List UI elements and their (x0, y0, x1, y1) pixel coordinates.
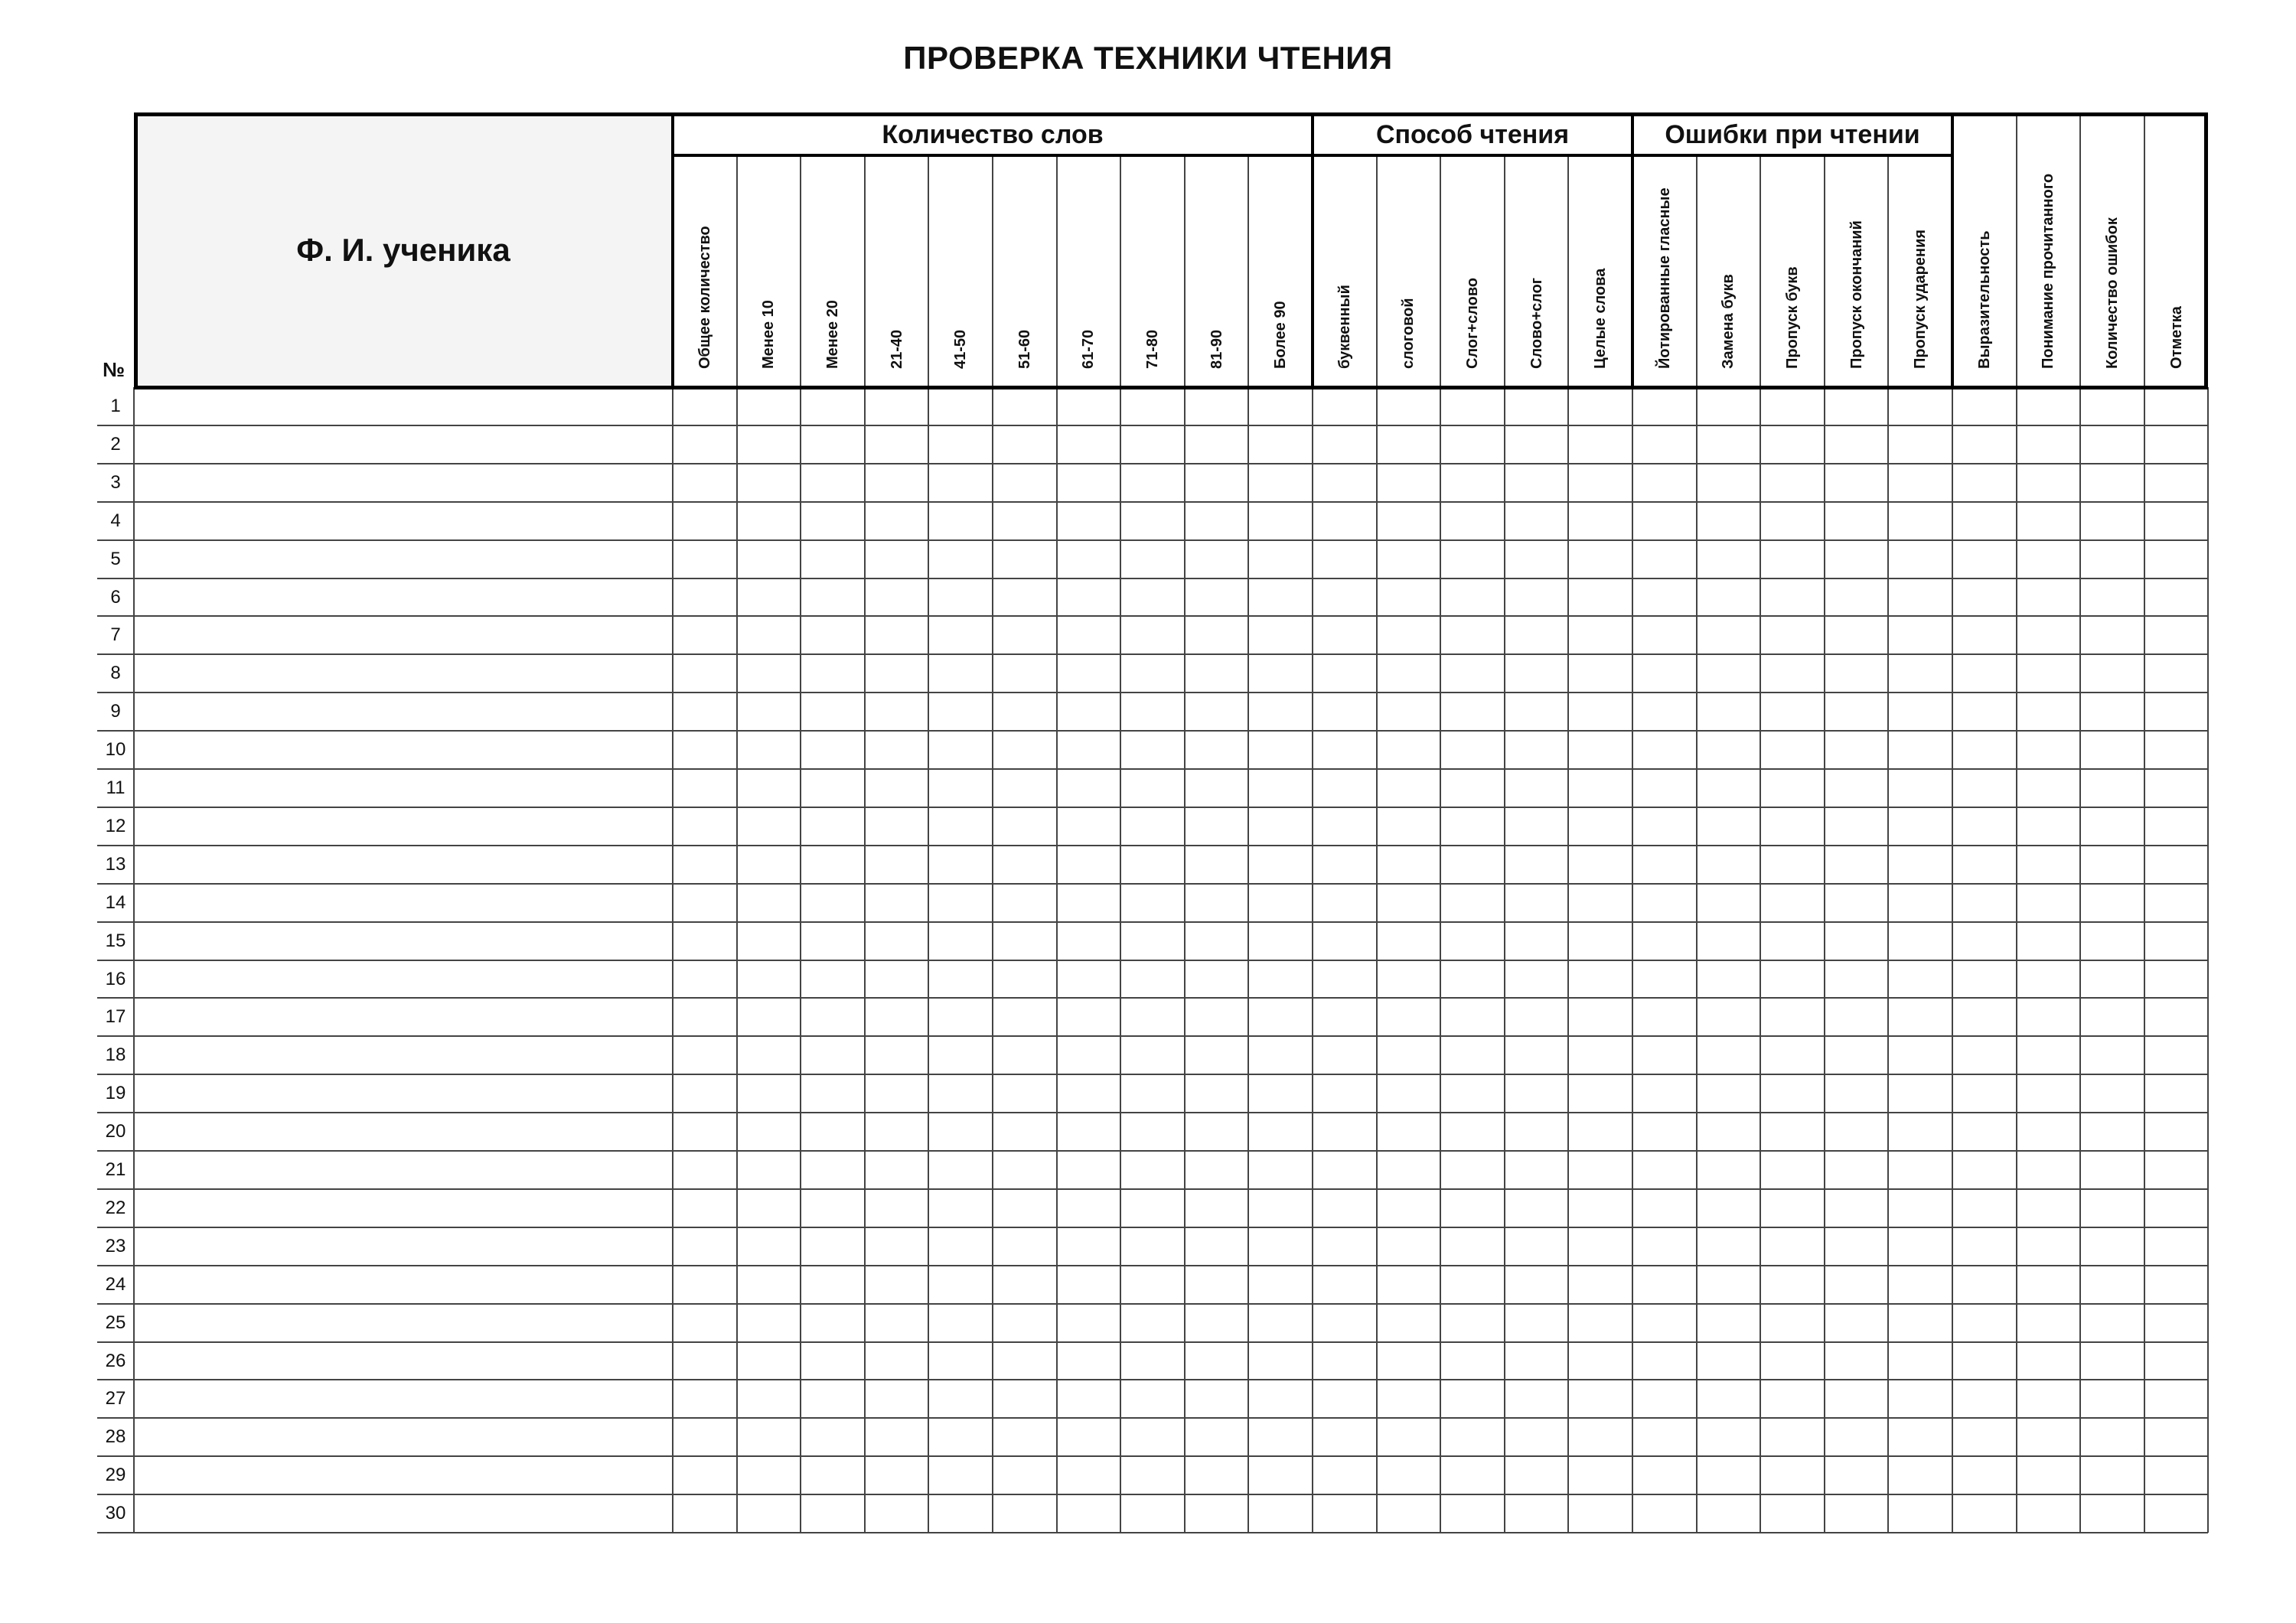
row-divider (97, 692, 2208, 693)
row-number: 18 (105, 1045, 126, 1066)
column-header-label: Менее 10 (760, 300, 778, 369)
row-number: 24 (105, 1273, 126, 1295)
column-header-label: Отметка (2167, 306, 2185, 369)
student-name-header: Ф. И. ученика (296, 232, 510, 268)
row-divider (97, 845, 2208, 846)
row-divider (97, 653, 2208, 655)
row-number: 19 (105, 1083, 126, 1104)
row-divider (97, 1417, 2208, 1419)
row-divider (97, 960, 2208, 961)
column-header-label: 51-60 (1016, 329, 1033, 369)
row-divider (97, 425, 2208, 426)
column-header-label: Пропуск окончаний (1848, 220, 1865, 369)
row-divider (97, 1227, 2208, 1228)
row-divider (97, 1265, 2208, 1266)
row-divider (97, 1379, 2208, 1380)
row-number: 4 (110, 510, 121, 531)
row-number: 23 (105, 1235, 126, 1256)
group-header-label: Способ чтения (1375, 120, 1570, 149)
row-divider (97, 1494, 2208, 1495)
column-divider (2079, 112, 2081, 155)
column-header-label: Количество ошибок (2104, 217, 2121, 369)
row-number: 22 (105, 1197, 126, 1218)
column-divider (2016, 112, 2017, 155)
row-divider (97, 1188, 2208, 1190)
row-divider (97, 1455, 2208, 1457)
row-divider (97, 1035, 2208, 1037)
row-divider (97, 1150, 2208, 1152)
row-number: 6 (110, 586, 121, 608)
column-header-label: Пропуск ударения (1912, 229, 1929, 369)
row-number: 25 (105, 1312, 126, 1333)
row-number: 29 (105, 1465, 126, 1486)
row-number: 17 (105, 1006, 126, 1028)
row-number: 15 (105, 930, 126, 951)
row-divider (97, 539, 2208, 541)
column-header-label: Слово+слог (1528, 277, 1545, 369)
column-header-label: Пропуск букв (1784, 266, 1801, 369)
row-divider (97, 501, 2208, 503)
row-number: 8 (110, 663, 121, 684)
row-number: 16 (105, 968, 126, 989)
column-header-label: буквенный (1336, 285, 1353, 369)
row-divider (97, 463, 2208, 464)
group-separator (1631, 112, 1634, 387)
column-header-label: Менее 20 (824, 300, 841, 369)
row-number: 2 (110, 433, 121, 455)
row-divider (97, 997, 2208, 999)
row-divider (97, 578, 2208, 579)
group-separator (1311, 112, 1314, 387)
row-number: 28 (105, 1426, 126, 1448)
row-number: 14 (105, 891, 126, 913)
row-divider (97, 807, 2208, 808)
row-divider (97, 1303, 2208, 1305)
number-header: № (103, 358, 125, 381)
row-divider (97, 1074, 2208, 1075)
row-number: 30 (105, 1503, 126, 1524)
row-number: 9 (110, 701, 121, 722)
row-number: 27 (105, 1388, 126, 1410)
row-divider (97, 1341, 2208, 1343)
row-number: 3 (110, 471, 121, 493)
column-header-label: Общее количество (696, 226, 713, 369)
row-divider (97, 1532, 2208, 1533)
group-header-label: Количество слов (882, 120, 1104, 149)
column-header-label: 71-80 (1144, 329, 1161, 369)
column-divider (2144, 112, 2145, 155)
group-header-label: Ошибки при чтении (1665, 120, 1920, 149)
column-header-label: 81-90 (1208, 329, 1225, 369)
column-header-label: Понимание прочитанного (2040, 173, 2057, 369)
group-separator (1951, 112, 1954, 387)
row-number: 1 (110, 396, 121, 416)
row-divider (97, 768, 2208, 770)
row-number: 7 (110, 624, 121, 646)
column-header-label: Выразительность (1975, 230, 1993, 369)
row-number: 20 (105, 1121, 126, 1142)
column-header-label: Более 90 (1272, 301, 1290, 369)
row-divider (97, 921, 2208, 923)
column-header-label: 61-70 (1080, 329, 1097, 369)
name-column-right-edge (672, 387, 673, 1533)
row-number: 26 (105, 1350, 126, 1371)
row-number: 5 (110, 548, 121, 569)
row-number: 21 (105, 1159, 126, 1180)
row-divider (97, 1112, 2208, 1113)
row-number: 13 (105, 853, 126, 875)
row-number: 10 (105, 739, 126, 761)
column-header-label: Замена букв (1720, 274, 1737, 369)
column-header-label: Йотированные гласные (1655, 187, 1673, 369)
column-header-label: Слог+слово (1464, 277, 1481, 369)
row-divider (97, 883, 2208, 885)
table-right-edge (2207, 387, 2209, 1533)
row-number: 12 (105, 815, 126, 836)
row-number: 11 (106, 777, 126, 798)
column-header-label: 21-40 (888, 329, 905, 369)
column-header-label: 41-50 (952, 329, 970, 369)
column-header-label: слоговой (1400, 298, 1417, 369)
column-header-label: Целые слова (1592, 268, 1609, 369)
row-divider (97, 730, 2208, 732)
page-title: ПРОВЕРКА ТЕХНИКИ ЧТЕНИЯ (903, 40, 1393, 76)
row-divider (97, 615, 2208, 617)
